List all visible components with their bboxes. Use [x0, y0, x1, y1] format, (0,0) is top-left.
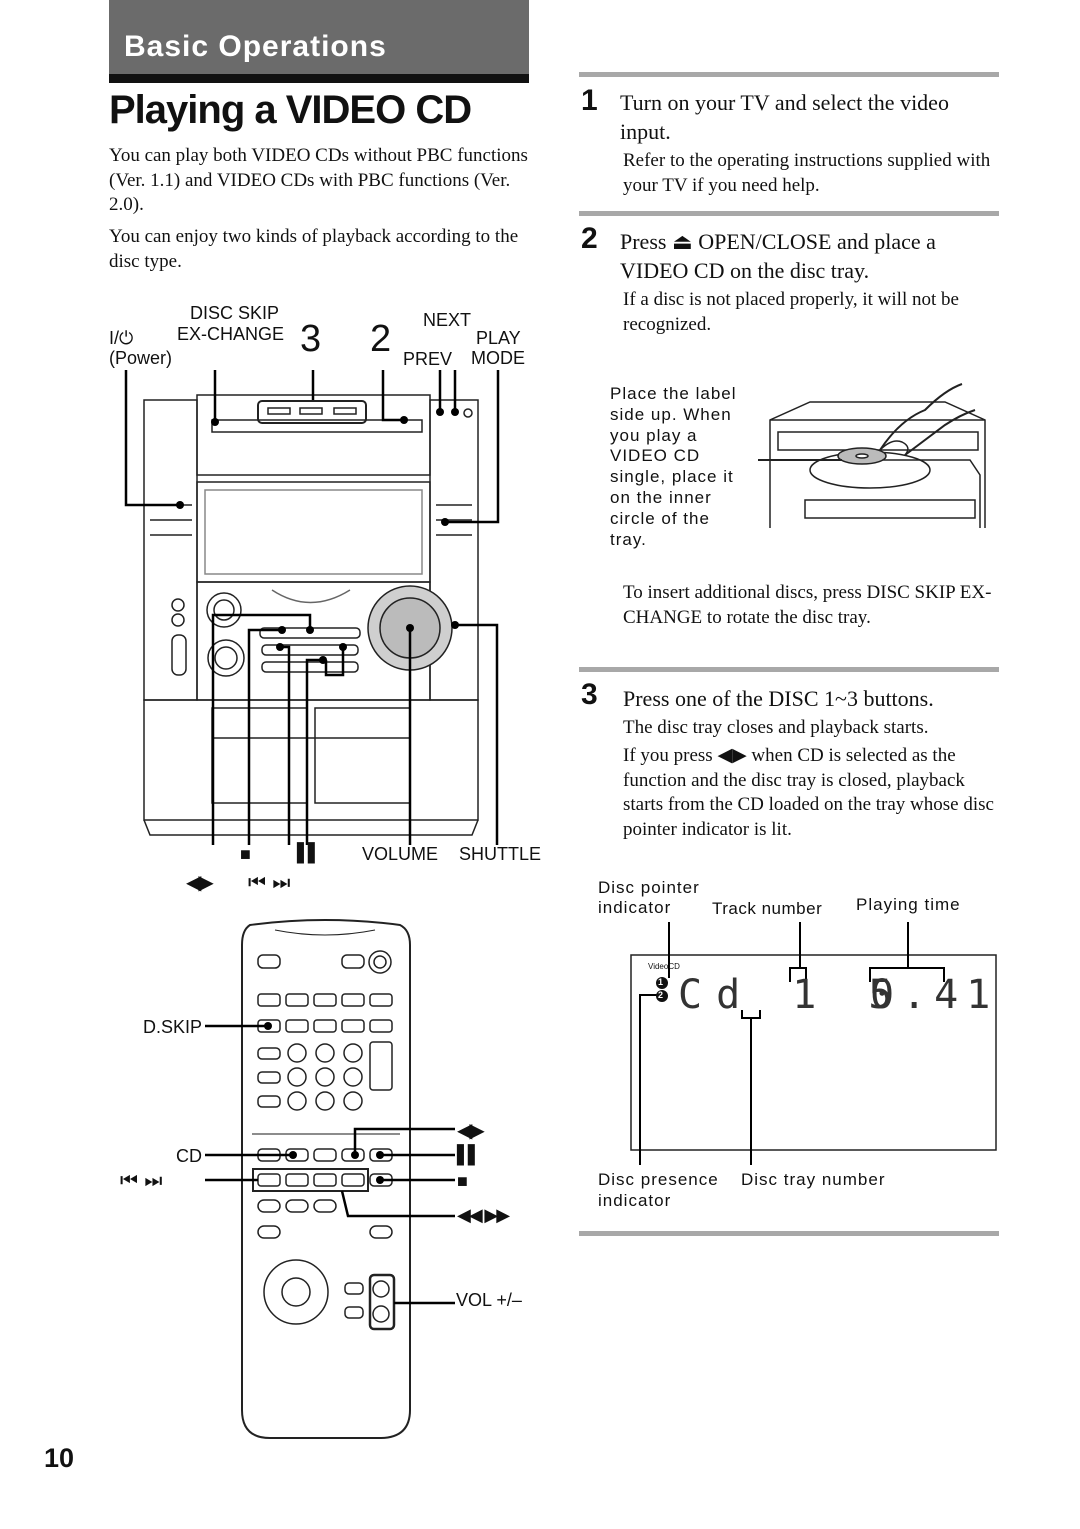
remote-cd-label: CD	[176, 1146, 202, 1166]
skip-symbols-label: ⏮ ⏭	[248, 870, 291, 894]
remote-stop-label: ■	[457, 1171, 468, 1191]
step-2-heading: Press ⏏ OPEN/CLOSE and place a VIDEO CD on the disc tray.	[620, 229, 936, 283]
step-1-number: 1	[581, 84, 598, 117]
step-1-body: Refer to the operating instructions supplied with your TV if you need help.	[623, 150, 991, 196]
power-symbol-label: I/⏻	[109, 328, 134, 348]
remote-dskip-label: D.SKIP	[143, 1017, 203, 1037]
next-label: NEXT	[423, 310, 472, 330]
disc-pointer-label-2: indicator	[598, 898, 672, 917]
bottom-rule	[579, 1231, 999, 1236]
remote-vol-label: VOL +/–	[456, 1290, 522, 1310]
page-title: Playing a VIDEO CD	[109, 88, 472, 132]
step-1-heading: Turn on your TV and select the video input.	[620, 90, 949, 144]
track-number-label: Track number	[712, 899, 823, 918]
play-label: PLAY	[476, 328, 521, 348]
step-3-heading: Press one of the DISC 1~3 buttons.	[623, 686, 934, 711]
disc-presence-label-1: Disc presence	[598, 1170, 719, 1189]
step-2-extra: To insert additional discs, press DISC SKIP EX-CHANGE to rotate the disc tray.	[623, 582, 992, 628]
section-header-rule	[109, 74, 529, 83]
step-2-number: 2	[581, 222, 598, 255]
mode-label: MODE	[471, 348, 525, 368]
step-3-callout: 3	[300, 318, 322, 360]
remote-control-illustration	[200, 915, 530, 1445]
remote-search-label: ◀◀ ▶▶	[457, 1205, 509, 1226]
step-3-body-2: If you press ◀▶ when CD is selected as the function and the disc tray is closed, playback starts from the CD loaded on the tray whose disc pointer indicator is lit.	[623, 745, 994, 840]
disc-placement-note: Place the label side up. When you play a VIDEO CD single, place it on the inner circle of the tray.	[610, 384, 737, 549]
play-symbol-label: ◀▶	[186, 870, 211, 894]
power-label: (Power)	[109, 348, 173, 368]
disc-presence-indicator: 2	[658, 990, 664, 1000]
playing-time-label: Playing time	[856, 895, 961, 914]
disc-pointer-label-1: Disc pointer	[598, 878, 700, 897]
step-2-body: If a disc is not placed properly, it will not be recognized.	[623, 289, 959, 335]
disc-presence-label-2: indicator	[598, 1191, 672, 1210]
stop-label: ■	[240, 844, 251, 864]
step-1-rule	[579, 72, 999, 77]
shuttle-label: SHUTTLE	[459, 844, 542, 864]
step-3-rule	[579, 667, 999, 672]
page-number: 10	[44, 1443, 75, 1473]
exchange-label: EX-CHANGE	[177, 324, 285, 344]
time-readout: 0.41	[870, 972, 999, 1018]
step-3-number: 3	[581, 678, 598, 711]
step-2-rule	[579, 211, 999, 216]
prev-label: PREV	[403, 349, 453, 369]
step-3-body-1: The disc tray closes and playback starts.	[623, 717, 929, 738]
disc-tray-illustration	[755, 380, 990, 530]
disc-pointer-indicator: 1	[658, 977, 664, 987]
track-readout: Cd 1 5	[678, 972, 907, 1018]
disc-skip-label: DISC SKIP	[190, 303, 280, 323]
remote-play-label: ◀▶	[457, 1118, 482, 1142]
remote-pause-label: ▌▌	[457, 1145, 479, 1166]
pause-label: ▌▌	[297, 843, 319, 864]
volume-label: VOLUME	[362, 844, 439, 864]
intro-paragraph-1: You can play both VIDEO CDs without PBC functions (Ver. 1.1) and VIDEO CDs with PBC functions (Ver. 2.0).	[109, 145, 528, 215]
remote-skip-label: ⏮ ⏭	[120, 1168, 163, 1192]
stereo-main-unit-illustration	[100, 370, 540, 850]
intro-paragraph-2: You can enjoy two kinds of playback according to the disc type.	[109, 226, 519, 272]
video-cd-indicator: VideoCD	[648, 962, 680, 971]
step-2-callout: 2	[370, 318, 392, 360]
front-panel-display-diagram	[595, 920, 1000, 1170]
disc-tray-number-label: Disc tray number	[741, 1170, 886, 1189]
section-title: Basic Operations	[124, 30, 387, 63]
